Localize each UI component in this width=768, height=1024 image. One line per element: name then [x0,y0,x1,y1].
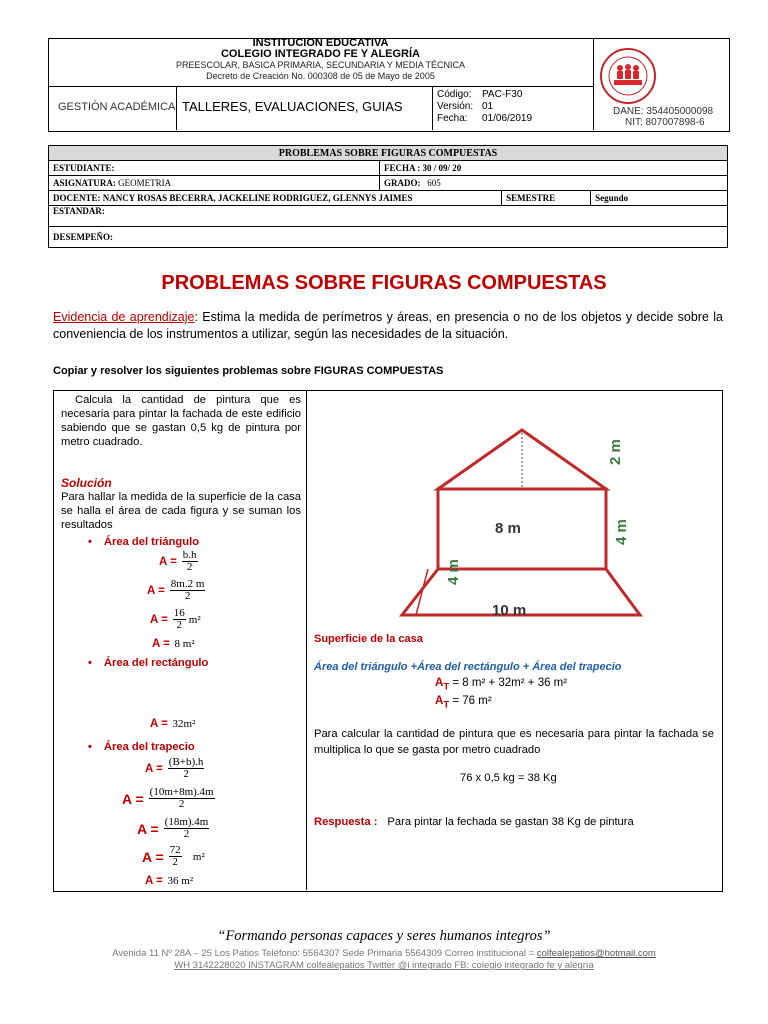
education-levels: PREESCOLAR, BASICA PRIMARIA, SECUNDARIA Y MEDIA TÉCNICA [175,60,466,70]
rectangle-body [438,489,606,569]
grade-value: 605 [427,178,441,188]
semester-value: Segundo [591,191,728,206]
teachers: DOCENTE: NANCY ROSAS BECERRA, JACKELINE RODRIGUEZ, GLENNYS JAIMES [49,191,502,206]
fraction [182,550,198,573]
denominator: 2 [184,590,191,602]
rectangle-result [150,718,195,730]
subject-cell [49,176,380,191]
header-divider [593,38,594,130]
denominator: 2 [172,856,178,868]
header-divider [48,86,593,87]
info-title: PROBLEMAS SOBRE FIGURAS COMPUESTAS [49,146,728,161]
document-type: TALLERES, EVALUACIONES, GUIAS [182,99,403,114]
paint-calculation: 76 x 0,5 kg = 38 Kg [460,772,557,784]
answer-text: Para pintar la fechada se gastan 38 Kg de pintura [387,816,634,828]
denominator: 2 [176,619,183,631]
answer [314,816,634,828]
paint-explanation: Para calcular la cantidad de pintura que es necesaria para pintar la fachada se multiplica lo que se gasta por metro cuadrado [314,728,714,756]
management-area: GESTIÓN ACADÉMICA [58,101,176,113]
page-title: PROBLEMAS SOBRE FIGURAS COMPUESTAS [161,272,607,294]
grade-cell [380,176,728,191]
a-equals: A = [137,820,159,837]
evidence-label: Evidencia de aprendizaje [53,310,195,324]
fraction [170,579,206,602]
triangle-heading-text: Área del triángulo [103,536,200,548]
surface-heading: Superficie de la casa [314,633,423,645]
solution-title: Solución [61,476,112,490]
answer-label: Respuesta : [314,816,378,828]
trapezoid-formula-1 [145,757,207,780]
solution-intro: Para hallar la medida de la superficie de la casa se halla el área de cada figura y se suman los resultados [61,491,301,531]
footer-social[interactable]: WH 3142228020 INSTAGRAM colfealepatios Twitter @i integrado FB: colegio integrado fe y alegría [174,960,594,971]
triangle-heading: • Área del triángulo [88,536,200,548]
label-8m: 8 m [495,520,521,537]
label-2m: 2 m [607,439,624,465]
instruction: Copiar y resolver los siguientes problemas sobre FIGURAS COMPUESTAS [53,365,444,377]
a-equals: A = [142,848,164,865]
subject-value: GEOMETRIA [118,178,172,188]
fraction [164,817,210,840]
version-row [437,101,493,112]
trapezoid-heading-text: Área del trapecio [103,741,195,753]
a-equals: A = [159,555,177,568]
trapezoid-heading: • Área del trapecio [88,741,195,753]
trapezoid-result [145,875,193,887]
trapezoid-formula-3 [137,817,212,840]
subject-label: ASIGNATURA: [53,178,116,188]
address-text: Avenida 11 Nº 28A – 25 Los Patios Teléfono: 5564307 Sede Primaria 5564309 Correo institucional = [112,948,537,959]
student-info-table [48,145,728,248]
a-equals: A = [145,762,163,775]
unit: m² [188,613,201,626]
fraction [169,845,182,868]
footer-motto: “Formando personas capaces y seres humanos integros” [217,928,551,944]
institution-name: INSTITUCION EDUCATIVA [252,37,389,49]
a-equals: A = [152,638,170,650]
problem-statement: Calcula la cantidad de pintura que es necesaria para pintar la fachada de este edificio sabiendo que se gastan 0,5 kg de pintura por metro cuadrado. [61,394,301,448]
numerator: (10m+8m).4m [149,786,214,798]
label-4m-right: 4 m [613,519,630,545]
learning-evidence [53,309,723,343]
fraction [173,608,186,631]
rectangle-heading-text: Área del rectángulo [103,657,209,669]
column-divider [306,390,307,890]
a-equals: A = [145,875,163,887]
date-label: Fecha: [437,113,468,124]
triangle-formula-3 [150,608,201,631]
nit-number: NIT: 807007898-6 [625,117,705,128]
total-area-value: = 76 m² [452,695,492,707]
trapezoid-formula-4 [142,845,205,868]
numerator: 8m.2 m [170,578,205,590]
grade-label: GRADO: [384,178,421,188]
a-equals: A = [122,790,144,807]
house-facade-figure [370,425,670,625]
a-equals: A = [150,613,168,626]
code-label: Código: [437,89,472,100]
triangle-area-value: 8 m² [174,638,195,650]
denominator: 2 [186,561,193,573]
triangle-formula-2 [147,579,208,602]
numerator: b.h [182,549,197,561]
numerator: (B+b).h [168,756,204,768]
total-area-line-1 [435,677,567,692]
denominator: 2 [183,828,190,840]
date-field: FECHA : 30 / 09/ 20 [380,161,728,176]
school-name: COLEGIO INTEGRADO FE Y ALEGRÍA [220,48,421,60]
unit: m² [192,850,205,863]
performance-label: DESEMPEÑO: [49,227,728,248]
semester-label: SEMESTRE [502,191,591,206]
evidence-text: : Estima la medida de perímetros y áreas, en presencia o no de los objetos y decide sobre la conveniencia de los instrumentos a utilizar, según las necesidades de la situación. [53,310,723,341]
student-label: ESTUDIANTE: [49,161,380,176]
trapezoid-height-line [416,569,428,615]
email-link[interactable]: colfealepatios@hotmail.com [536,948,656,959]
code-row [437,89,522,100]
version-label: Versión: [437,101,474,112]
denominator: 2 [183,768,189,780]
standard-label: ESTANDAR: [49,206,728,227]
total-area-line-2 [435,695,492,710]
numerator: 16 [173,607,185,619]
total-area-symbol: A [435,677,444,689]
total-area-subscript: T [443,699,450,711]
creation-decree: Decreto de Creación No. 000308 de 05 de Mayo de 2005 [206,71,435,81]
school-logo [596,46,660,106]
triangle-result [152,638,195,650]
label-10m: 10 m [492,602,527,619]
trapezoid-area-value: 36 m² [167,875,194,887]
header-institution-block [48,38,593,86]
dane-nit [613,106,713,128]
fraction [149,787,215,810]
area-sum-text: Área del triángulo +Área del rectángulo + Área del trapecio [314,661,622,673]
footer-address [0,948,768,959]
total-area-subscript: T [443,681,450,693]
a-equals: A = [150,718,168,730]
dane-number: DANE: 354405000098 [613,106,714,117]
denominator: 2 [178,798,185,810]
a-equals: A = [147,584,165,597]
date-row [437,113,532,124]
header-divider [432,86,433,130]
total-area-symbol: A [435,695,444,707]
trapezoid-formula-2 [122,787,218,810]
header-divider [176,86,177,130]
numerator: (18m).4m [164,816,209,828]
date-value: 01/06/2019 [482,113,533,124]
code-value: PAC-F30 [482,89,523,100]
rectangle-area-value: 32m² [172,718,196,730]
triangle-formula-1 [159,550,201,573]
label-4m-left: 4 m [445,559,462,585]
fraction [168,757,205,780]
version-value: 01 [482,101,494,112]
total-area-sum: = 8 m² + 32m² + 36 m² [452,677,568,689]
rectangle-heading: • Área del rectángulo [88,657,209,669]
numerator: 72 [169,844,181,856]
